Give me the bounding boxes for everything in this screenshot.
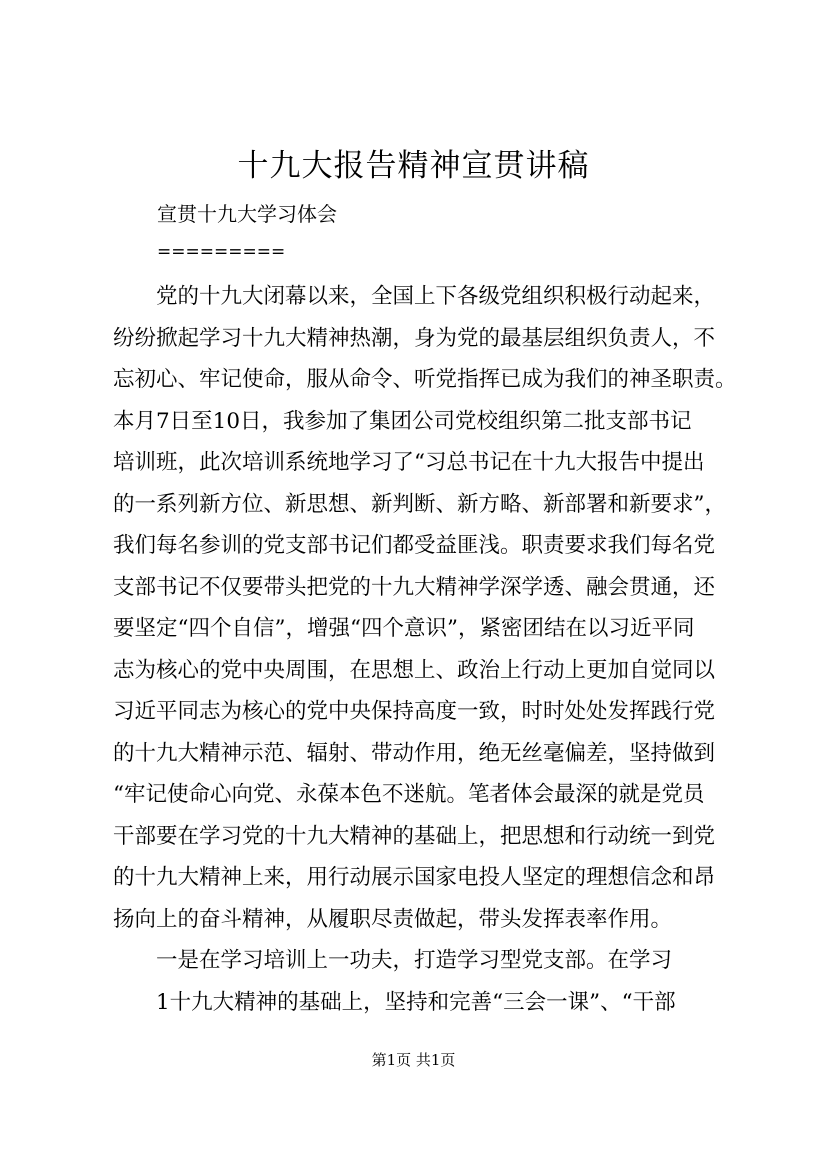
body-line: 习近平同志为核心的党中央保持高度一致，时时处处发挥践行党 [113,699,716,724]
body-line: 志为核心的党中央周围，在思想上、政治上行动上更加自觉同以 [113,657,716,683]
body-line: 的十九大精神上来，用行动展示国家电投人坚定的理想信念和昂 [113,865,716,890]
body-line: 要坚定“四个自信”，增强“四个意识”，紧密团结在以习近平同 [113,616,695,641]
body-line: 我们每名参训的党支部书记们都受益匪浅。职责要求我们每名党 [113,533,716,558]
body-line: 纷纷掀起学习十九大精神热潮，身为党的最基层组织负责人，不 [113,325,716,351]
body-line: 1十九大精神的基础上，坚持和完善“三会一课”、“干部 [156,989,676,1015]
page-footer: 第1页 共1页 [371,1051,456,1069]
body-line: 干部要在学习党的十九大精神的基础上，把思想和行动统一到党 [113,823,716,849]
body-line: 支部书记不仅要带头把党的十九大精神学深学透、融会贯通，还 [113,574,716,600]
body-line: “牢记使命心向党、永葆本色不迷航。笔者体会最深的就是党员 [113,782,705,807]
separator-line: ========= [157,242,286,262]
document-subtitle: 宣贯十九大学习体会 [157,202,337,226]
body-line: 忘初心、牢记使命，服从命令、听党指挥已成为我们的神圣职责。 [113,367,737,392]
body-line: 本月7日至10日，我参加了集团公司党校组织第二批支部书记 [113,408,692,434]
body-line: 的一系列新方位、新思想、新判断、新方略、新部署和新要求”， [113,491,726,517]
body-line: 培训班，此次培训系统地学习了“习总书记在十九大报告中提出 [113,450,705,475]
document-title: 十九大报告精神宣贯讲稿 [237,148,590,184]
body-line: 一是在学习培训上一功夫，打造学习型党支部。在学习 [156,948,673,973]
body-line: 党的十九大闭幕以来，全国上下各级党组织积极行动起来， [156,284,716,309]
body-line: 的十九大精神示范、辐射、带动作用，绝无丝毫偏差，坚持做到 [113,740,716,766]
body-line: 扬向上的奋斗精神，从履职尽责做起，带头发挥表率作用。 [113,906,673,932]
document-body [113,276,737,1023]
